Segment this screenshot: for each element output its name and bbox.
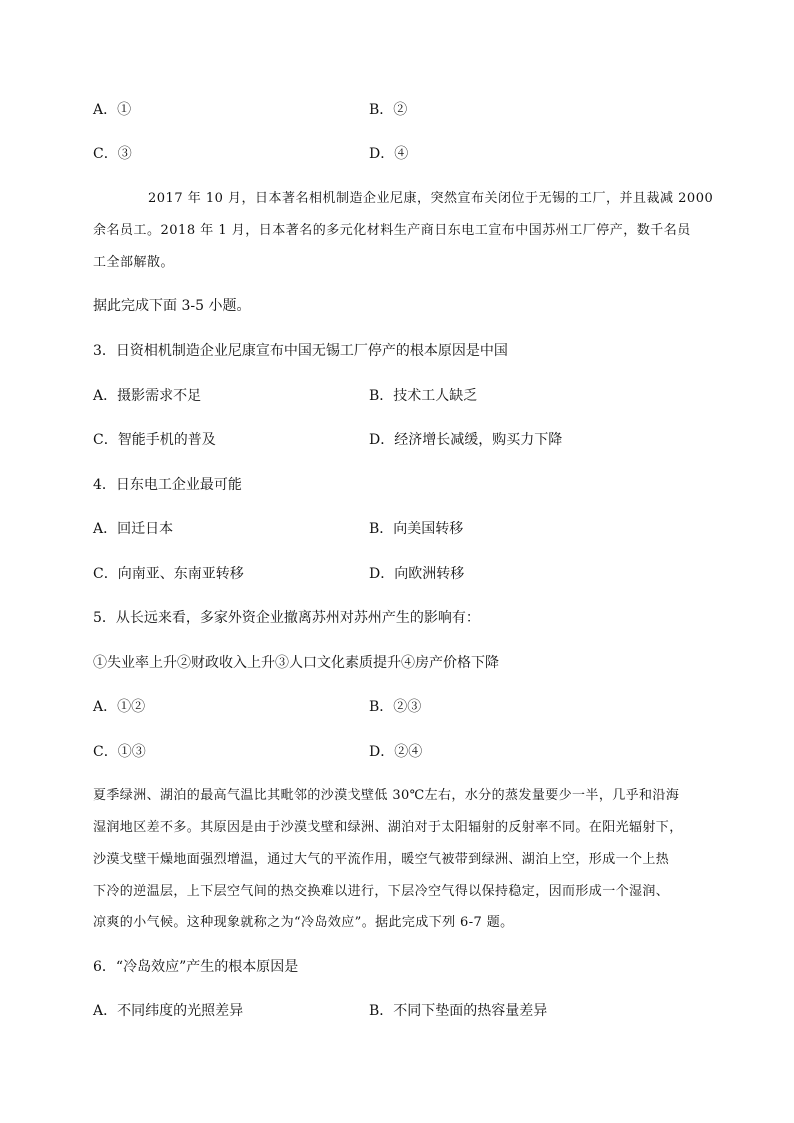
q3-option-b: B．技术工人缺乏 [369, 388, 478, 404]
question-5-items: ①失业率上升②财政收入上升③人口文化素质提升④房产价格下降 [93, 655, 499, 671]
q6-option-b: B．不同下垫面的热容量差异 [369, 1003, 548, 1019]
q5-option-d: D．②④ [369, 744, 423, 760]
passage2-line3: 沙漠戈壁干燥地面强烈增温，通过大气的平流作用，暖空气被带到绿洲、湖泊上空，形成一个上热 [93, 852, 670, 867]
question-3-stem: 3．日资相机制造企业尼康宣布中国无锡工厂停产的根本原因是中国 [93, 343, 508, 359]
q4-option-d: D．向欧洲转移 [369, 566, 465, 582]
option-d: D．④ [369, 146, 409, 162]
question-4-stem: 4．日东电工企业最可能 [93, 477, 242, 493]
q5-option-c: C．①③ [93, 744, 146, 760]
option-c: C．③ [93, 146, 132, 162]
passage2-line1: 夏季绿洲、湖泊的最高气温比其毗邻的沙漠戈壁低 30℃左右，水分的蒸发量要少一半，几乎和沿海 [93, 788, 680, 803]
question-5-stem: 5．从长远来看，多家外资企业撤离苏州对苏州产生的影响有： [93, 610, 480, 626]
q6-option-a: A．不同纬度的光照差异 [93, 1003, 244, 1019]
intro-3-5: 据此完成下面 3-5 小题。 [93, 298, 251, 314]
option-b: B．② [369, 102, 408, 118]
passage1-line3: 工全部解散。 [93, 255, 175, 270]
q3-option-a: A．摄影需求不足 [93, 388, 202, 404]
q4-option-a: A．回迁日本 [93, 521, 174, 537]
option-a: A．① [93, 102, 132, 118]
q5-option-b: B．②③ [369, 699, 422, 715]
passage2-line2: 湿润地区差不多。其原因是由于沙漠戈壁和绿洲、湖泊对于太阳辐射的反射率不同。在阳光辐射下， [93, 820, 683, 835]
q4-option-b: B．向美国转移 [369, 521, 464, 537]
q3-option-d: D．经济增长减缓，购买力下降 [369, 432, 563, 448]
q5-option-a: A．①② [93, 699, 146, 715]
passage2-line5: 凉爽的小气候。这种现象就称之为“冷岛效应”。据此完成下列 6-7 题。 [93, 915, 514, 930]
passage1-line1: 2017 年 10 月，日本著名相机制造企业尼康，突然宣布关闭位于无锡的工厂，并且裁减 2000 [148, 191, 714, 206]
passage2-line4: 下冷的逆温层，上下层空气间的热交换难以进行，下层冷空气得以保持稳定，因而形成一个湿润、 [93, 884, 670, 899]
passage1-line2: 余名员工。2018 年 1 月，日本著名的多元化材料生产商日东电工宣布中国苏州工厂停产，数千名员 [93, 223, 691, 238]
q4-option-c: C．向南亚、东南亚转移 [93, 566, 244, 582]
q3-option-c: C．智能手机的普及 [93, 432, 216, 448]
question-6-stem: 6．“冷岛效应”产生的根本原因是 [93, 959, 299, 975]
